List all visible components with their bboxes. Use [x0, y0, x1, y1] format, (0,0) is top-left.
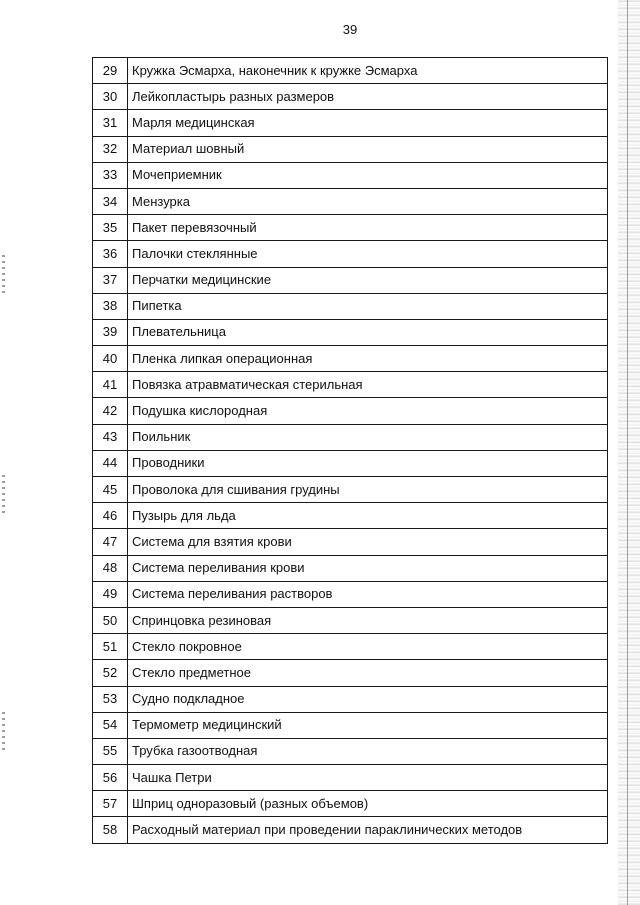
row-number: 38 — [93, 293, 128, 319]
item-name: Чашка Петри — [128, 765, 608, 791]
row-number: 42 — [93, 398, 128, 424]
item-name: Мензурка — [128, 188, 608, 214]
row-number: 39 — [93, 319, 128, 345]
table-row — [93, 765, 608, 791]
row-number: 53 — [93, 686, 128, 712]
item-name: Система для взятия крови — [128, 529, 608, 555]
table-row — [93, 581, 608, 607]
table-row — [93, 372, 608, 398]
item-name: Пакет перевязочный — [128, 215, 608, 241]
item-name: Мочеприемник — [128, 162, 608, 188]
row-number: 50 — [93, 607, 128, 633]
scan-artifact-dots — [2, 255, 5, 295]
item-name: Пленка липкая операционная — [128, 346, 608, 372]
scan-artifact-line — [627, 0, 628, 905]
table-row — [93, 267, 608, 293]
row-number: 33 — [93, 162, 128, 188]
row-number: 46 — [93, 503, 128, 529]
item-name: Расходный материал при проведении параклинических методов — [128, 817, 608, 843]
item-name: Перчатки медицинские — [128, 267, 608, 293]
row-number: 30 — [93, 84, 128, 110]
row-number: 31 — [93, 110, 128, 136]
row-number: 34 — [93, 188, 128, 214]
row-number: 54 — [93, 712, 128, 738]
table-row — [93, 346, 608, 372]
table-row — [93, 607, 608, 633]
row-number: 52 — [93, 660, 128, 686]
item-name: Подушка кислородная — [128, 398, 608, 424]
item-name: Трубка газоотводная — [128, 738, 608, 764]
table-row — [93, 634, 608, 660]
table-row — [93, 110, 608, 136]
scan-artifact-edge — [618, 0, 640, 905]
table-row — [93, 162, 608, 188]
item-name: Система переливания растворов — [128, 581, 608, 607]
table-row — [93, 686, 608, 712]
table-row — [93, 398, 608, 424]
table-row — [93, 293, 608, 319]
item-name: Пипетка — [128, 293, 608, 319]
row-number: 49 — [93, 581, 128, 607]
item-name: Термометр медицинский — [128, 712, 608, 738]
row-number: 36 — [93, 241, 128, 267]
row-number: 55 — [93, 738, 128, 764]
table-row — [93, 791, 608, 817]
item-name: Материал шовный — [128, 136, 608, 162]
item-name: Повязка атравматическая стерильная — [128, 372, 608, 398]
row-number: 58 — [93, 817, 128, 843]
row-number: 47 — [93, 529, 128, 555]
row-number: 40 — [93, 346, 128, 372]
scan-artifact-dots — [2, 712, 5, 752]
table-row — [93, 555, 608, 581]
row-number: 35 — [93, 215, 128, 241]
item-name: Спринцовка резиновая — [128, 607, 608, 633]
row-number: 32 — [93, 136, 128, 162]
item-name: Палочки стеклянные — [128, 241, 608, 267]
item-name: Судно подкладное — [128, 686, 608, 712]
item-name: Марля медицинская — [128, 110, 608, 136]
page-number: 39 — [342, 22, 358, 37]
row-number: 56 — [93, 765, 128, 791]
item-name: Система переливания крови — [128, 555, 608, 581]
item-name: Кружка Эсмарха, наконечник к кружке Эсмарха — [128, 58, 608, 84]
table-row — [93, 503, 608, 529]
row-number: 43 — [93, 424, 128, 450]
item-name: Проволока для сшивания грудины — [128, 477, 608, 503]
scan-artifact-dots — [2, 475, 5, 515]
table-row — [93, 424, 608, 450]
table-row — [93, 136, 608, 162]
table-body — [93, 58, 608, 844]
item-name: Проводники — [128, 450, 608, 476]
items-table — [92, 57, 608, 844]
table-row — [93, 477, 608, 503]
table-row — [93, 84, 608, 110]
table-row — [93, 817, 608, 843]
item-name: Стекло предметное — [128, 660, 608, 686]
table-row — [93, 712, 608, 738]
item-name: Пузырь для льда — [128, 503, 608, 529]
table-row — [93, 450, 608, 476]
row-number: 41 — [93, 372, 128, 398]
table-row — [93, 660, 608, 686]
row-number: 57 — [93, 791, 128, 817]
item-name: Шприц одноразовый (разных объемов) — [128, 791, 608, 817]
row-number: 45 — [93, 477, 128, 503]
item-name: Плевательница — [128, 319, 608, 345]
item-name: Поильник — [128, 424, 608, 450]
table-row — [93, 58, 608, 84]
table-row — [93, 241, 608, 267]
table-row — [93, 529, 608, 555]
table-row — [93, 215, 608, 241]
item-name: Лейкопластырь разных размеров — [128, 84, 608, 110]
row-number: 48 — [93, 555, 128, 581]
table-row — [93, 738, 608, 764]
row-number: 51 — [93, 634, 128, 660]
row-number: 29 — [93, 58, 128, 84]
table-row — [93, 319, 608, 345]
row-number: 44 — [93, 450, 128, 476]
row-number: 37 — [93, 267, 128, 293]
table-row — [93, 188, 608, 214]
item-name: Стекло покровное — [128, 634, 608, 660]
